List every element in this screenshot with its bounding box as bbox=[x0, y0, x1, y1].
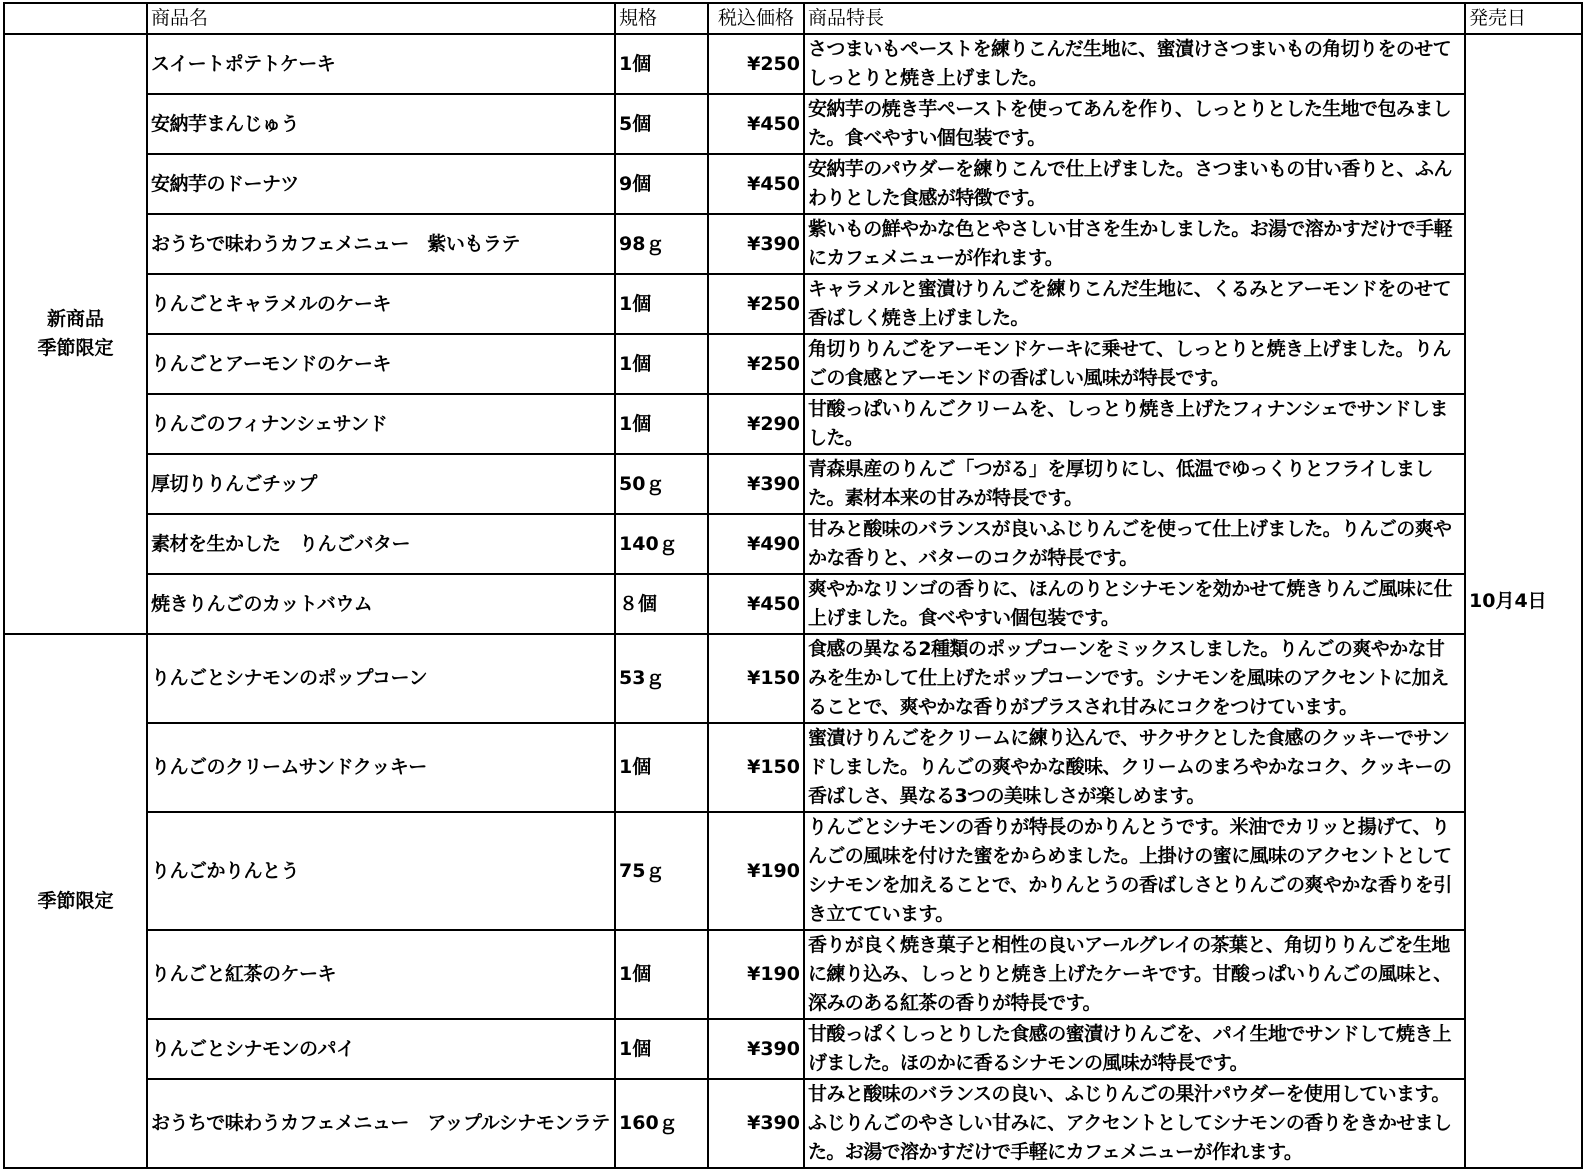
product-spec: 1個 bbox=[615, 723, 708, 812]
product-name: りんごのフィナンシェサンド bbox=[147, 394, 615, 454]
product-name: 焼きりんごのカットバウム bbox=[147, 574, 615, 634]
product-feature: 甘酸っぱくしっとりした食感の蜜漬けりんごを、パイ生地でサンドして焼き上げました。ほのかに香るシナモンの風味が特長です。 bbox=[804, 1019, 1465, 1079]
table-row bbox=[4, 723, 1582, 812]
product-feature: 甘酸っぱいりんごクリームを、しっとり焼き上げたフィナンシェでサンドしました。 bbox=[804, 394, 1465, 454]
table-row bbox=[4, 634, 1582, 723]
product-feature: 角切りりんごをアーモンドケーキに乗せて、しっとりと焼き上げました。りんごの食感とアーモンドの香ばしい風味が特長です。 bbox=[804, 334, 1465, 394]
header-release-date: 発売日 bbox=[1465, 3, 1582, 34]
product-price: ¥150 bbox=[708, 634, 804, 723]
product-name: りんごとシナモンのポップコーン bbox=[147, 634, 615, 723]
table-row bbox=[4, 812, 1582, 930]
header-features: 商品特長 bbox=[804, 3, 1465, 34]
product-price: ¥490 bbox=[708, 514, 804, 574]
product-price: ¥450 bbox=[708, 154, 804, 214]
product-feature: 安納芋の焼き芋ペーストを使ってあんを作り、しっとりとした生地で包みました。食べやすい個包装です。 bbox=[804, 94, 1465, 154]
product-name: 安納芋のドーナツ bbox=[147, 154, 615, 214]
product-price: ¥390 bbox=[708, 1079, 804, 1168]
product-feature: 爽やかなリンゴの香りに、ほんのりとシナモンを効かせて焼きりんご風味に仕上げました。食べやすい個包装です。 bbox=[804, 574, 1465, 634]
product-name: りんごかりんとう bbox=[147, 812, 615, 930]
category-label: 新商品 bbox=[46, 308, 104, 330]
product-name: りんごとシナモンのパイ bbox=[147, 1019, 615, 1079]
table-row bbox=[4, 454, 1582, 514]
product-feature: 蜜漬けりんごをクリームに練り込んで、サクサクとした食感のクッキーでサンドしました。りんごの爽やかな酸味、クリームのまろやかなコク、クッキーの香ばしさ、異なる3つの美味しさが楽しめます。 bbox=[804, 723, 1465, 812]
table-row bbox=[4, 514, 1582, 574]
product-price: ¥390 bbox=[708, 454, 804, 514]
product-price: ¥150 bbox=[708, 723, 804, 812]
product-name: 素材を生かした りんごバター bbox=[147, 514, 615, 574]
product-price: ¥250 bbox=[708, 334, 804, 394]
header-product-name: 商品名 bbox=[147, 3, 615, 34]
product-name: りんごと紅茶のケーキ bbox=[147, 930, 615, 1019]
product-spec: 1個 bbox=[615, 34, 708, 94]
product-name: りんごとアーモンドのケーキ bbox=[147, 334, 615, 394]
product-spec: 53ｇ bbox=[615, 634, 708, 723]
product-price: ¥290 bbox=[708, 394, 804, 454]
product-spec: 50ｇ bbox=[615, 454, 708, 514]
category-cell bbox=[4, 34, 147, 634]
product-spec: 75ｇ bbox=[615, 812, 708, 930]
product-feature: 香りが良く焼き菓子と相性の良いアールグレイの茶葉と、角切りりんごを生地に練り込み、しっとりと焼き上げたケーキです。甘酸っぱいりんごの風味と、深みのある紅茶の香りが特長です。 bbox=[804, 930, 1465, 1019]
table-row bbox=[4, 930, 1582, 1019]
table-row bbox=[4, 94, 1582, 154]
product-price: ¥250 bbox=[708, 34, 804, 94]
product-feature: 安納芋のパウダーを練りこんで仕上げました。さつまいもの甘い香りと、ふんわりとした食感が特徴です。 bbox=[804, 154, 1465, 214]
product-spec: 1個 bbox=[615, 274, 708, 334]
product-spec: 9個 bbox=[615, 154, 708, 214]
product-feature: りんごとシナモンの香りが特長のかりんとうです。米油でカリッと揚げて、りんごの風味を付けた蜜をからめました。上掛けの蜜に風味のアクセントとしてシナモンを加えることで、かりんとうの香ばしさとりんごの爽やかな香りを引き立てています。 bbox=[804, 812, 1465, 930]
table-row bbox=[4, 1019, 1582, 1079]
header-row bbox=[4, 3, 1582, 34]
product-price: ¥450 bbox=[708, 94, 804, 154]
category-label: 季節限定 bbox=[37, 337, 114, 359]
product-feature: 甘みと酸味のバランスが良いふじりんごを使って仕上げました。りんごの爽やかな香りと、バターのコクが特長です。 bbox=[804, 514, 1465, 574]
product-spec: 98ｇ bbox=[615, 214, 708, 274]
product-spec: ８個 bbox=[615, 574, 708, 634]
product-feature: 食感の異なる2種類のポップコーンをミックスしました。りんごの爽やかな甘みを生かして仕上げたポップコーンです。シナモンを風味のアクセントに加えることで、爽やかな香りがプラスされ甘みにコクをつけています。 bbox=[804, 634, 1465, 723]
table-row bbox=[4, 394, 1582, 454]
product-price: ¥450 bbox=[708, 574, 804, 634]
product-feature: さつまいもペーストを練りこんだ生地に、蜜漬けさつまいもの角切りをのせてしっとりと焼き上げました。 bbox=[804, 34, 1465, 94]
table-row bbox=[4, 574, 1582, 634]
release-date: 10月4日 bbox=[1465, 34, 1582, 1168]
product-feature: 青森県産のりんご「つがる」を厚切りにし、低温でゆっくりとフライしました。素材本来の甘みが特長です。 bbox=[804, 454, 1465, 514]
table-row bbox=[4, 334, 1582, 394]
product-price: ¥190 bbox=[708, 812, 804, 930]
product-price: ¥250 bbox=[708, 274, 804, 334]
product-name: 安納芋まんじゅう bbox=[147, 94, 615, 154]
table-row bbox=[4, 1079, 1582, 1168]
product-feature: キャラメルと蜜漬けりんごを練りこんだ生地に、くるみとアーモンドをのせて香ばしく焼き上げました。 bbox=[804, 274, 1465, 334]
header-spec: 規格 bbox=[615, 3, 708, 34]
product-spec: 140ｇ bbox=[615, 514, 708, 574]
product-feature: 紫いもの鮮やかな色とやさしい甘さを生かしました。お湯で溶かすだけで手軽にカフェメニューが作れます。 bbox=[804, 214, 1465, 274]
product-name: りんごとキャラメルのケーキ bbox=[147, 274, 615, 334]
product-name: りんごのクリームサンドクッキー bbox=[147, 723, 615, 812]
product-name: スイートポテトケーキ bbox=[147, 34, 615, 94]
table-row bbox=[4, 154, 1582, 214]
category-cell bbox=[4, 634, 147, 1168]
header-price: 税込価格 bbox=[708, 3, 804, 34]
product-table bbox=[3, 2, 1583, 1169]
product-price: ¥390 bbox=[708, 214, 804, 274]
category-label: 季節限定 bbox=[37, 889, 114, 912]
table-row bbox=[4, 274, 1582, 334]
product-spec: 1個 bbox=[615, 1019, 708, 1079]
product-spec: 1個 bbox=[615, 334, 708, 394]
product-name: 厚切りりんごチップ bbox=[147, 454, 615, 514]
product-name: おうちで味わうカフェメニュー 紫いもラテ bbox=[147, 214, 615, 274]
product-name: おうちで味わうカフェメニュー アップルシナモンラテ bbox=[147, 1079, 615, 1168]
header-category bbox=[4, 3, 147, 34]
product-price: ¥390 bbox=[708, 1019, 804, 1079]
product-feature: 甘みと酸味のバランスの良い、ふじりんごの果汁パウダーを使用しています。ふじりんごのやさしい甘みに、アクセントとしてシナモンの香りをきかせました。お湯で溶かすだけで手軽にカフェメニューが作れます。 bbox=[804, 1079, 1465, 1168]
product-spec: 160ｇ bbox=[615, 1079, 708, 1168]
product-spec: 1個 bbox=[615, 394, 708, 454]
table-row bbox=[4, 34, 1582, 94]
table-row bbox=[4, 214, 1582, 274]
product-spec: 5個 bbox=[615, 94, 708, 154]
product-price: ¥190 bbox=[708, 930, 804, 1019]
product-spec: 1個 bbox=[615, 930, 708, 1019]
